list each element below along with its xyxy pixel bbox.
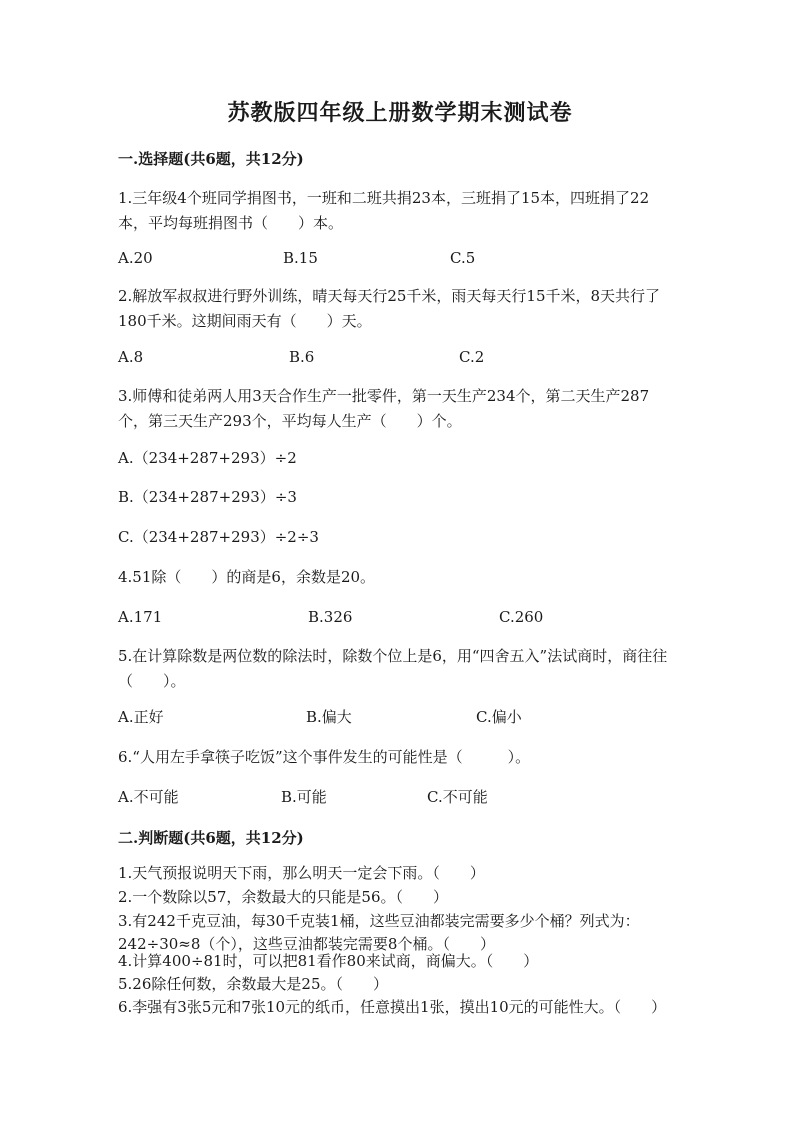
option-c: C.偏小 — [476, 708, 522, 726]
choice-options-6 — [118, 786, 678, 808]
choice-question-5: 5.在计算除数是两位数的除法时，除数个位上是6，用“四舍五入”法试商时，商往往（ ）。 — [118, 647, 668, 690]
option-b: B.326 — [308, 608, 353, 626]
choice-question-3: 3.师傅和徒弟两人用3天合作生产一批零件，第一天生产234个，第二天生产287个，第三天生产293个，平均每人生产（ ）个。 — [118, 387, 650, 430]
option-c: C.260 — [499, 608, 544, 626]
judge-item-4: 4.计算400÷81时，可以把81看作80来试商，商偏大。（ ） — [118, 952, 539, 970]
judge-item-2: 2.一个数除以57，余数最大的只能是56。（ ） — [118, 888, 448, 906]
option-a: A.20 — [118, 249, 153, 267]
judge-item-6: 6.李强有3张5元和7张10元的纸币，任意摸出1张，摸出10元的可能性大。（ ） — [118, 998, 667, 1016]
option-c: C.5 — [450, 249, 476, 267]
choice-options-5 — [118, 706, 678, 728]
option-a: A.不可能 — [118, 788, 179, 806]
option-c: C.2 — [459, 348, 485, 366]
judge-item-5: 5.26除任何数，余数最大是25。（ ） — [118, 975, 388, 993]
section-heading-choice: 一.选择题(共6题，共12分) — [118, 150, 304, 168]
option-a: A.（234+287+293）÷2 — [118, 449, 297, 467]
option-a: A.8 — [118, 348, 144, 366]
judge-item-3: 3.有242千克豆油，每30千克装1桶，这些豆油都装完需要多少个桶？列式为：242÷30≈8（个），这些豆油都装完需要8个桶。（ ） — [118, 912, 640, 953]
choice-question-6: 6.“人用左手拿筷子吃饭”这个事件发生的可能性是（ ）。 — [118, 748, 531, 766]
page-title: 苏教版四年级上册数学期末测试卷 — [227, 100, 573, 126]
option-b: B.（234+287+293）÷3 — [118, 488, 297, 506]
choice-question-2: 2.解放军叔叔进行野外训练，晴天每天行25千米，雨天每天行15千米，8天共行了180千米。这期间雨天有（ ）天。 — [118, 287, 661, 330]
choice-options-1 — [118, 247, 678, 269]
option-b: B.偏大 — [306, 708, 352, 726]
option-b: B.6 — [289, 348, 315, 366]
option-c: C.（234+287+293）÷2÷3 — [118, 528, 319, 546]
option-b: B.15 — [283, 249, 318, 267]
option-c: C.不可能 — [427, 788, 488, 806]
choice-options-4 — [118, 606, 678, 628]
option-a: A.正好 — [118, 708, 164, 726]
section-heading-judge: 二.判断题(共6题，共12分) — [118, 829, 304, 847]
judge-item-1: 1.天气预报说明天下雨，那么明天一定会下雨。（ ） — [118, 864, 485, 882]
choice-question-1: 1.三年级4个班同学捐图书，一班和二班共捐23本，三班捐了15本，四班捐了22本，平均每班捐图书（ ）本。 — [118, 189, 650, 232]
option-b: B.可能 — [281, 788, 327, 806]
choice-question-4: 4.51除（ ）的商是6，余数是20。 — [118, 568, 376, 586]
choice-options-2 — [118, 346, 678, 368]
option-a: A.171 — [118, 608, 163, 626]
